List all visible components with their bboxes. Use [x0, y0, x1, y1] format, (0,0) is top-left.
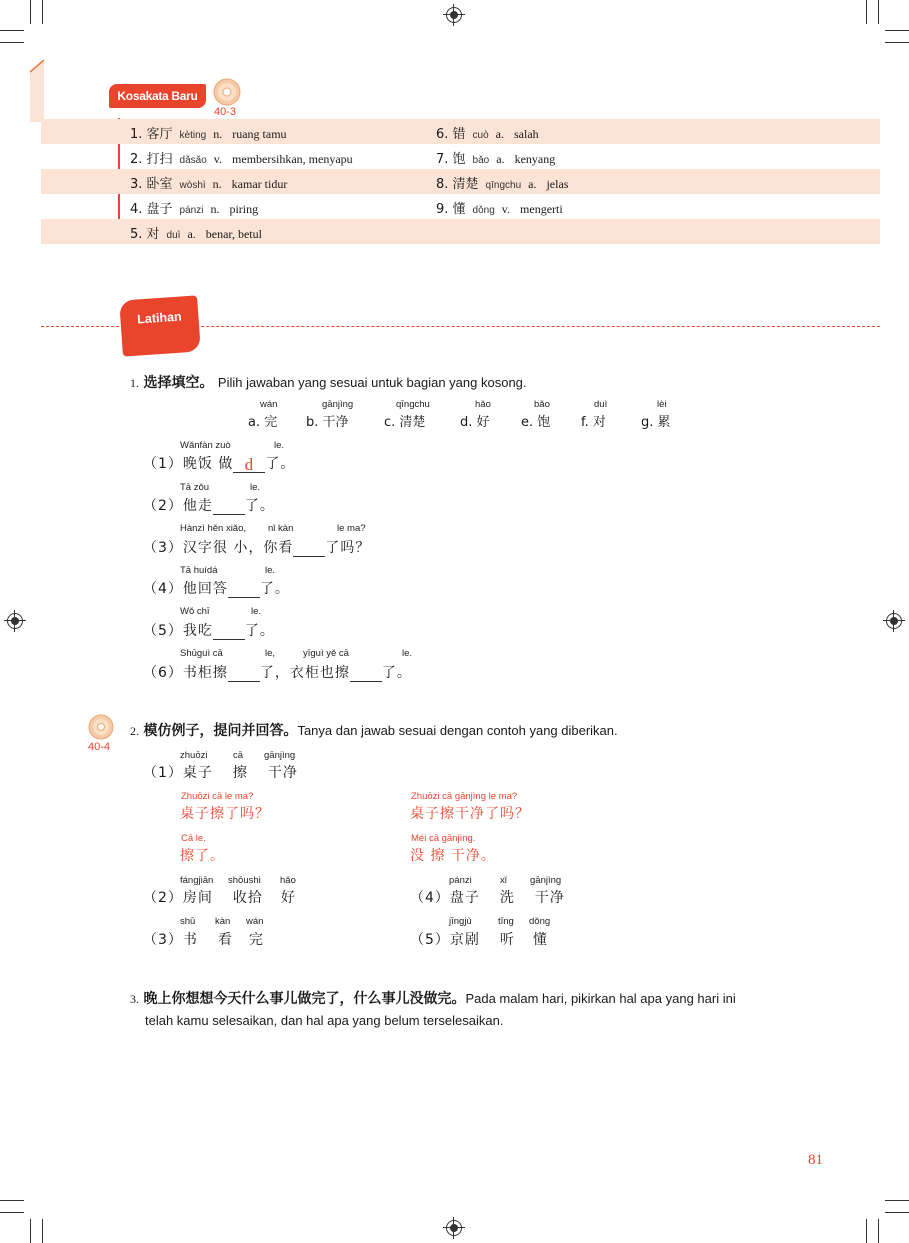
option-pinyin: bǎo — [534, 399, 550, 410]
question-pinyin: le. — [274, 440, 285, 451]
answer-blank[interactable] — [293, 542, 325, 557]
option-f: f. 对 — [581, 415, 606, 430]
question-pinyin: Shūguì cā — [180, 648, 223, 659]
option-pinyin: gānjìng — [322, 399, 354, 410]
registration-mark-icon — [446, 1220, 462, 1236]
prompt-pinyin: cā — [233, 750, 244, 761]
answer-blank[interactable] — [213, 625, 245, 640]
question-pinyin: Tā huídá — [180, 565, 218, 576]
prompt-pinyin: zhuōzi — [180, 750, 208, 761]
prompt-pinyin: gānjìng — [530, 875, 562, 886]
prompt-pinyin: dǒng — [529, 916, 551, 927]
question-5: （5）我吃 了。 — [143, 623, 275, 639]
audio-cd-icon[interactable] — [213, 78, 241, 106]
question-pinyin: le, — [265, 648, 276, 659]
question-6: （6）书柜擦 了，衣柜也擦 了。 — [143, 665, 412, 681]
option-pinyin: wán — [260, 399, 278, 410]
prompt-1: （1）桌子 擦 干净 — [143, 765, 298, 781]
example-question: 桌子擦了吗？ — [180, 806, 270, 822]
prompt-4: （4）盘子 洗 干净 — [410, 890, 565, 906]
ex2-audio-track: 40-4 — [88, 741, 111, 753]
exercise-1-heading: 1. 选择填空。 Pilih jawaban yang sesuai untuk bagian yang kosong. — [130, 375, 527, 391]
option-d: d. 好 — [460, 415, 490, 430]
example-pinyin: Cā le. — [181, 833, 206, 844]
prompt-pinyin: shū — [180, 916, 196, 927]
question-pinyin: le. — [402, 648, 413, 659]
option-e: e. 饱 — [521, 415, 551, 430]
prompt-pinyin: wán — [246, 916, 264, 927]
corner-decoration — [30, 60, 44, 122]
option-pinyin: hǎo — [475, 399, 491, 410]
answer-blank[interactable] — [228, 667, 260, 682]
registration-mark-icon — [886, 613, 902, 629]
question-3: （3）汉字很 小，你看 了吗？ — [143, 540, 371, 556]
prompt-pinyin: tīng — [498, 916, 514, 927]
prompt-3: （3）书 看 完 — [143, 932, 264, 948]
question-1: （1）晚饭 做 d 了。 — [143, 455, 296, 474]
answer-blank[interactable] — [228, 583, 260, 598]
answer-blank[interactable] — [350, 667, 382, 682]
question-pinyin: le. — [250, 482, 261, 493]
option-a: a. 完 — [248, 415, 278, 430]
question-pinyin: Wǎnfàn zuò — [180, 440, 231, 451]
vocab-title: Kosakata Baru — [109, 84, 206, 108]
vocab-item: 5. 对 duì a. benar, betul — [130, 227, 262, 242]
example-pinyin: Zhuōzi cā gānjìng le ma? — [411, 791, 518, 802]
exercise-2-heading: 2. 模仿例子，提问并回答。Tanya dan jawab sesuai dengan contoh yang diberikan. — [130, 723, 618, 739]
question-2: （2）他走 了。 — [143, 498, 275, 514]
question-pinyin: Hànzì hěn xiǎo, — [180, 523, 247, 534]
option-pinyin: duì — [594, 399, 608, 410]
option-g: g. 累 — [641, 415, 671, 430]
vocab-item: 8. 清楚 qīngchu a. jelas — [436, 177, 569, 192]
exercise-3-instruction: telah kamu selesaikan, dan hal apa yang belum terselesaikan. — [145, 1013, 504, 1028]
question-pinyin: yīguì yě cā — [303, 648, 349, 659]
prompt-pinyin: gānjìng — [264, 750, 296, 761]
exercise-3-heading: 3. 晚上你想想今天什么事儿做完了，什么事儿没做完。Pada malam hari, pikirkan hal apa yang hari ini — [130, 991, 736, 1007]
prompt-pinyin: fángjiān — [180, 875, 214, 886]
option-b: b. 干净 — [306, 415, 349, 430]
question-pinyin: le ma? — [337, 523, 366, 534]
vocab-item: 3. 卧室 wòshì n. kamar tidur — [130, 177, 288, 192]
vocab-item: 6. 错 cuò a. salah — [436, 127, 539, 142]
vocab-item: 4. 盘子 pánzi n. piring — [130, 202, 259, 217]
answer-blank[interactable] — [213, 500, 245, 515]
prompt-pinyin: jīngjù — [449, 916, 472, 927]
example-question: 桌子擦干净了吗？ — [410, 806, 530, 822]
page-number: 81 — [808, 1152, 823, 1168]
prompt-pinyin: shōushi — [228, 875, 261, 886]
question-pinyin: nǐ kàn — [268, 523, 294, 534]
question-pinyin: Wǒ chī — [180, 606, 210, 617]
example-pinyin: Méi cā gānjìng. — [411, 833, 476, 844]
prompt-2: （2）房间 收拾 好 — [143, 890, 296, 906]
registration-mark-icon — [7, 613, 23, 629]
option-pinyin: lèi — [657, 399, 667, 410]
example-answer: 擦了。 — [180, 848, 225, 864]
vocab-audio-track: 40-3 — [214, 106, 237, 118]
registration-mark-icon — [446, 7, 462, 23]
answer-blank[interactable]: d — [233, 458, 265, 473]
example-answer: 没 擦 干净。 — [410, 848, 496, 864]
vocab-item: 9. 懂 dǒng v. mengerti — [436, 202, 563, 217]
vocab-item: 7. 饱 bǎo a. kenyang — [436, 152, 556, 167]
latihan-title: Latihan — [119, 295, 201, 356]
question-pinyin: Tā zǒu — [180, 482, 210, 493]
option-pinyin: qīngchu — [396, 399, 430, 410]
vocab-item: 1. 客厅 kèting n. ruang tamu — [130, 127, 287, 142]
example-pinyin: Zhuōzi cā le ma? — [181, 791, 254, 802]
vocab-item: 2. 打扫 dǎsǎo v. membersihkan, menyapu — [130, 152, 353, 167]
prompt-5: （5）京剧 听 懂 — [410, 932, 548, 948]
audio-cd-icon[interactable] — [88, 714, 114, 740]
prompt-pinyin: kàn — [215, 916, 231, 927]
option-c: c. 清楚 — [384, 415, 426, 430]
prompt-pinyin: hǎo — [280, 875, 296, 886]
prompt-pinyin: pánzi — [449, 875, 472, 886]
prompt-pinyin: xǐ — [500, 875, 507, 886]
question-pinyin: le. — [251, 606, 262, 617]
question-4: （4）他回答 了。 — [143, 581, 290, 597]
question-pinyin: le. — [265, 565, 276, 576]
